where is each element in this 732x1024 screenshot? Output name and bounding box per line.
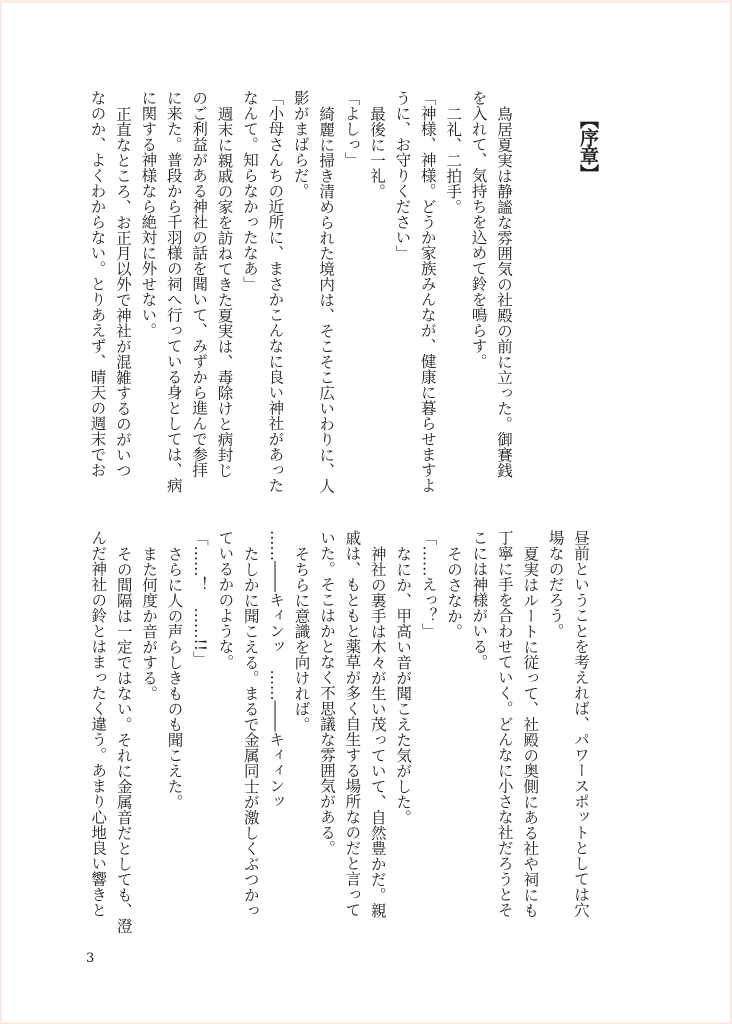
text-column: たしかに聞こえる。まるで金属同士が激しくぶつかっ [241,545,260,918]
text-column: 鳥居夏実は静謐な雰囲気の社殿の前に立った。御賽銭 [495,105,513,478]
text-column: 丁寧に手を合わせていく。どんなに小さな社だろうとそ [495,530,514,918]
text-column: その間隔は一定ではない。それに金属音だとしても、澄 [114,545,133,933]
text-column: なのか、よくわからない。とりあえず、晴天の週末でお [88,90,107,478]
text-column: のご利益がある神社の話を聞いて、みずから進んで参拝 [190,90,209,478]
text-column: 戚は、もともと薬草が多く自生する場所なのだと言って [343,530,362,918]
text-column: 最後に一礼。 [367,105,386,199]
text-column: 「小母さんちの近所に、まさかこんなに良い神社があった [266,90,285,493]
text-column: 綺麗に掃き清められた境内は、そこそこ広いわりに、人 [317,105,336,493]
text-column: 昼前ということを考えれば、パワースポットとしては穴 [572,530,590,918]
text-column: なんて。知らなかったなあ」 [240,90,259,292]
text-column: 「……！ ……!!」 [190,530,209,667]
text-column: ……――キィンッ ……――キィィンッ [267,530,286,809]
text-column: そのさなか。 [444,545,463,639]
text-column: 二礼、二拍手。 [444,105,463,214]
text-column: 「……えっ？」 [419,530,438,639]
text-column: 正直なところ、お正月以外で神社が混雑するのがいつ [113,105,132,478]
text-column: 「神様、神様。どうか家族みんなが、健康に暮らせますよ [418,90,437,493]
text-column: んだ神社の鈴とはまったく違う。あまり心地良い響きと [89,530,108,918]
chapter-heading: 【序章】 [577,110,599,182]
text-column: を入れて、気持ちを込めて鈴を鳴らす。 [469,90,488,369]
text-column: 週末に親戚の家を訪ねてきた夏実は、毒除けと病封じ [215,105,234,478]
text-column: また何度か音がする。 [140,545,159,701]
text-column: そちらに意識を向ければ。 [292,545,311,732]
text-column: 影がまばらだ。 [291,90,310,199]
text-column: 「よしっ」 [342,90,361,168]
text-column: ているかのような。 [216,530,235,670]
text-column: 場なのだろう。 [546,530,565,639]
text-column: うに、お守りください」 [393,90,412,261]
text-column: 神社の裏手は木々が生い茂っていて、自然豊かだ。親 [368,545,387,918]
text-column: こには神様がいる。 [470,530,489,670]
text-column: に来た。普段から千羽様の祠へ行っている身としては、病 [164,90,183,493]
page-number: 3 [86,951,95,966]
text-column: いた。そこはかとなく不思議な雰囲気がある。 [317,530,336,856]
text-column: なにか、甲高い音が聞こえた気がした。 [394,545,413,825]
upper-text-block [84,90,516,493]
text-column: 夏実はルートに従って、社殿の奥側にある社や祠にも [521,545,540,918]
lower-text-block [85,530,593,933]
text-column: に関する神様なら絶対に外せない。 [139,90,158,338]
text-column: さらに人の声らしきものも聞こえた。 [165,545,184,809]
